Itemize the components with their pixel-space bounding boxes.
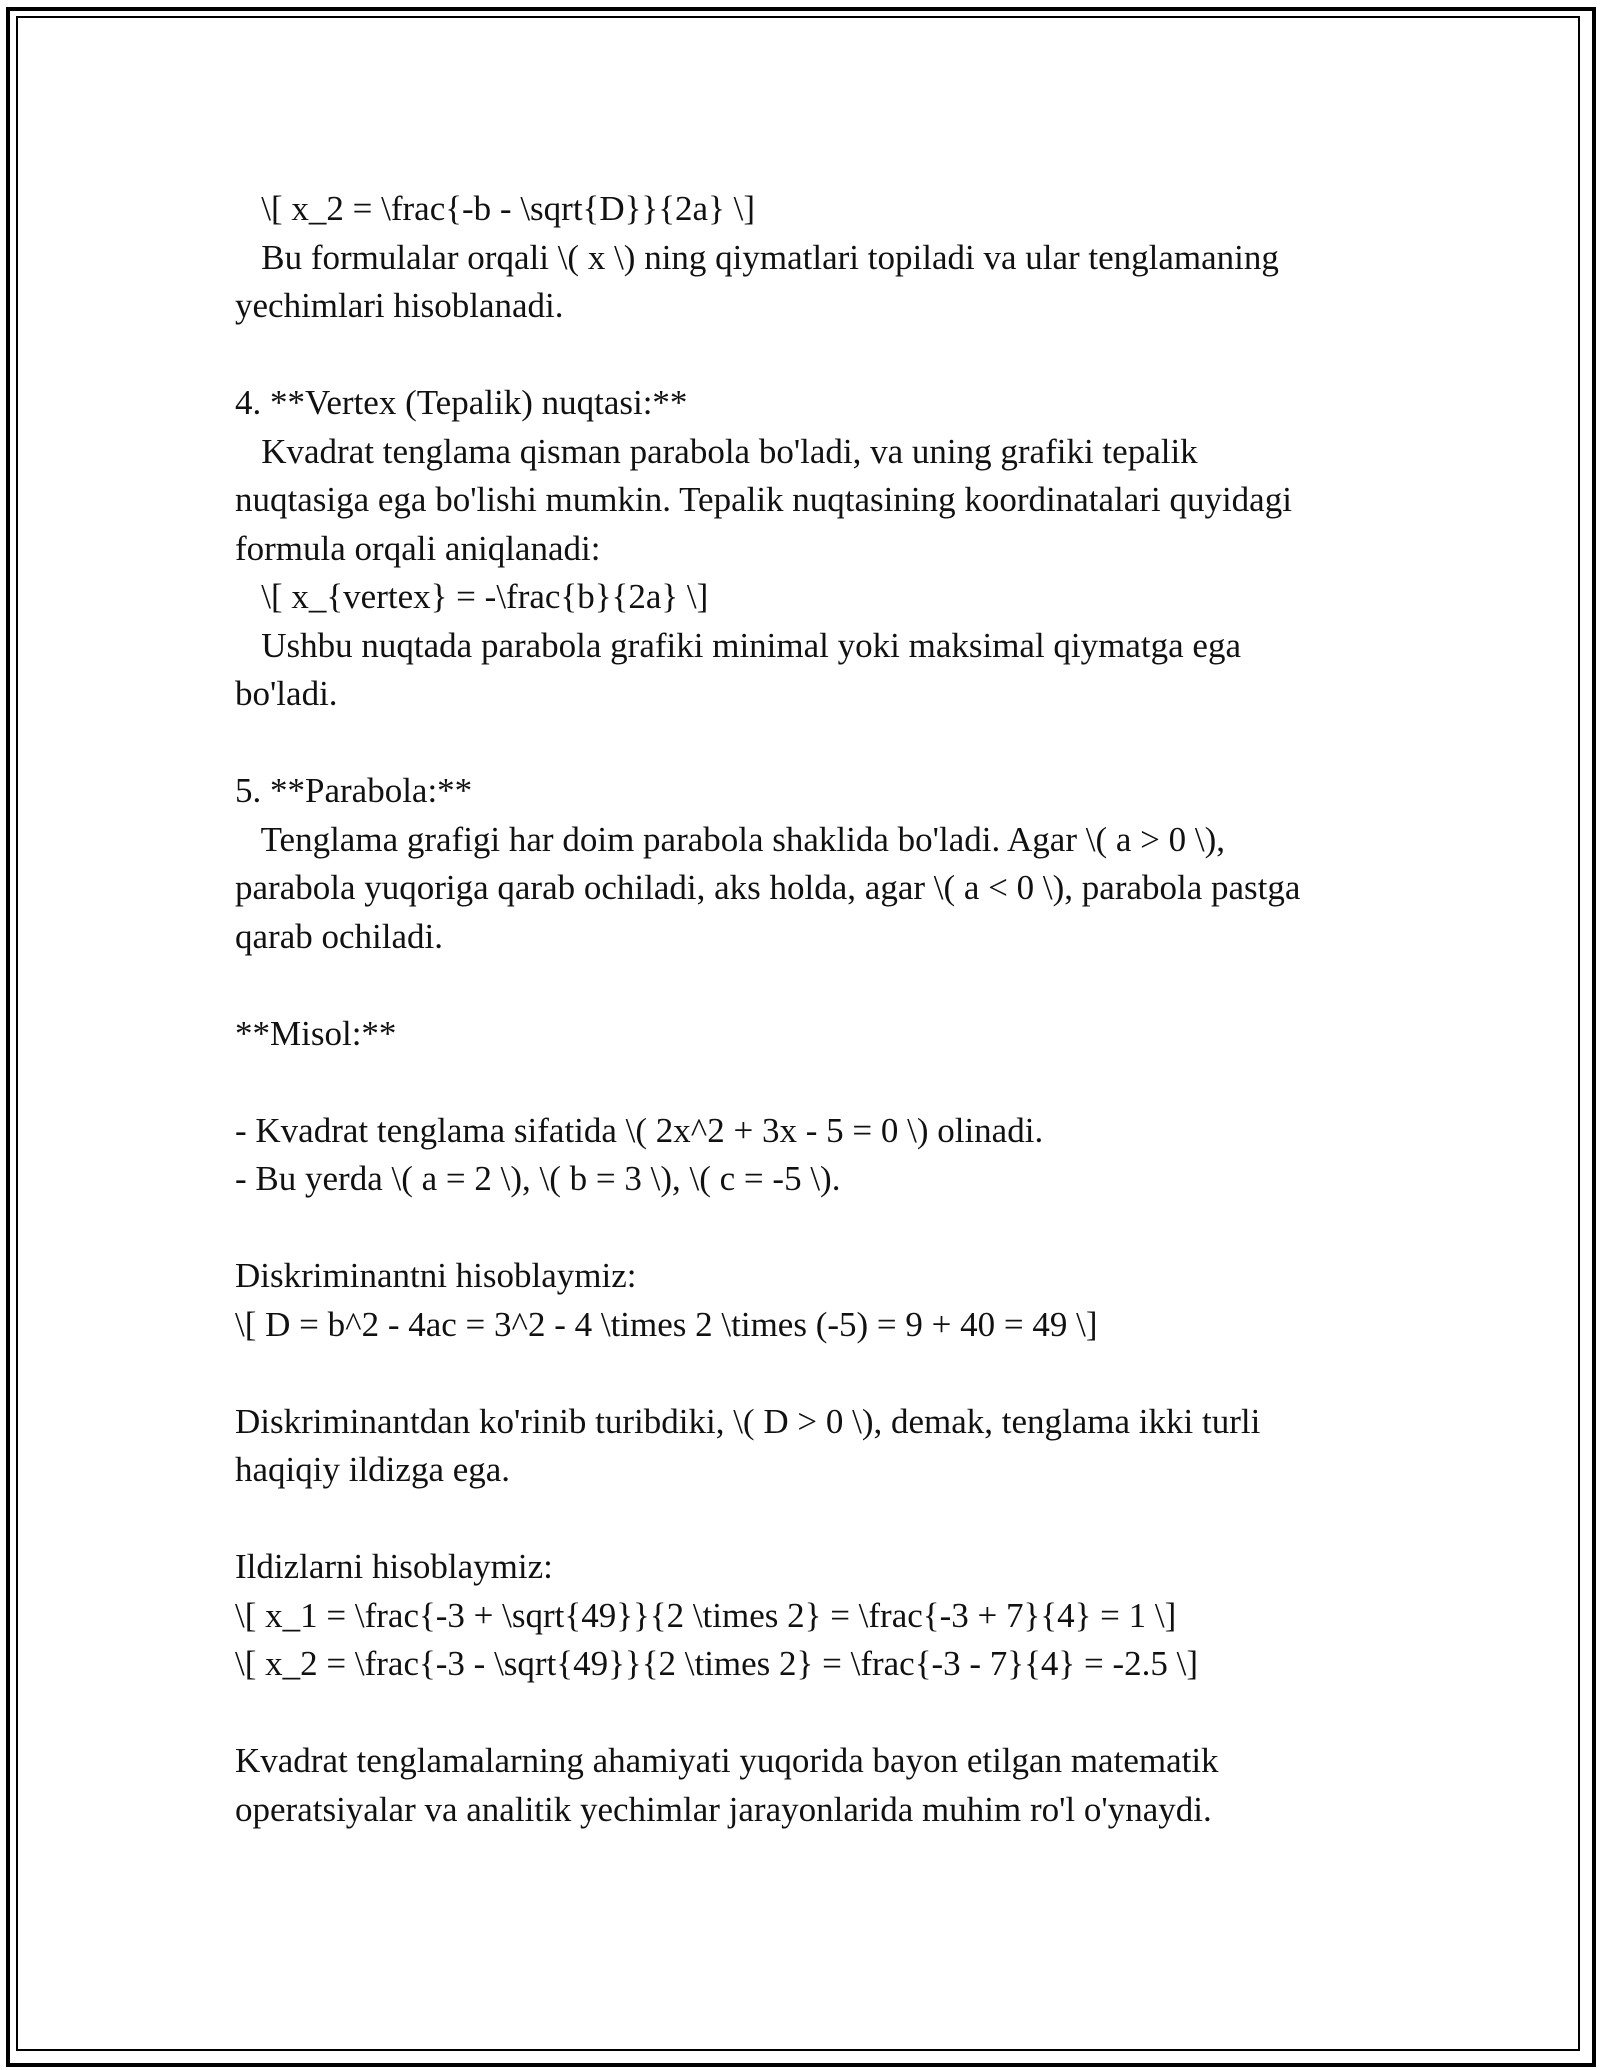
text-line: yechimlari hisoblanadi. xyxy=(235,286,564,325)
blank-line xyxy=(235,331,1375,380)
blank-line xyxy=(235,961,1375,1010)
document-body xyxy=(235,185,1375,1834)
blank-line xyxy=(235,719,1375,768)
blank-line xyxy=(235,1349,1375,1398)
blank-line xyxy=(235,1689,1375,1738)
formula-line: \[ x_2 = \frac{-3 - \sqrt{49}}{2 \times 2} = \frac{-3 - 7}{4} = -2.5 \] xyxy=(235,1644,1198,1683)
example-heading: **Misol:** xyxy=(235,1013,397,1053)
blank-line xyxy=(235,1495,1375,1544)
text-line: qarab ochiladi. xyxy=(235,916,443,956)
text-line: Bu formulalar orqali \( x \) ning qiymatlari topiladi va ular tenglamaning xyxy=(235,237,1279,277)
text-line: bo'ladi. xyxy=(235,674,338,713)
blank-line xyxy=(235,1204,1375,1253)
text-line: Ildizlarni hisoblaymiz: xyxy=(235,1547,553,1586)
text-line: formula orqali aniqlanadi: xyxy=(235,528,601,568)
text-line: haqiqiy ildizga ega. xyxy=(235,1450,511,1489)
formula-line: \[ D = b^2 - 4ac = 3^2 - 4 \times 2 \times (-5) = 9 + 40 = 49 \] xyxy=(235,1304,1098,1344)
text-line: Kvadrat tenglama qisman parabola bo'ladi, va uning grafiki tepalik xyxy=(235,431,1198,471)
text-line: nuqtasiga ega bo'lishi mumkin. Tepalik nuqtasining koordinatalari quyidagi xyxy=(235,480,1292,519)
text-line: Ushbu nuqtada parabola grafiki minimal yoki maksimal qiymatga ega xyxy=(235,625,1241,665)
section-heading-parabola: 5. **Parabola:** xyxy=(235,771,473,810)
blank-line xyxy=(235,1058,1375,1107)
text-line: \[ x_2 = \frac{-b - \sqrt{D}}{2a} \] xyxy=(235,189,755,228)
text-line: Tenglama grafigi har doim parabola shaklida bo'ladi. Agar \( a > 0 \), xyxy=(235,819,1226,859)
formula-line: \[ x_{vertex} = -\frac{b}{2a} \] xyxy=(235,577,709,616)
text-line: Kvadrat tenglamalarning ahamiyati yuqorida bayon etilgan matematik xyxy=(235,1741,1219,1780)
text-line: parabola yuqoriga qarab ochiladi, aks holda, agar \( a < 0 \), parabola pastga xyxy=(235,868,1301,907)
text-line: operatsiyalar va analitik yechimlar jarayonlarida muhim ro'l o'ynaydi. xyxy=(235,1789,1212,1829)
text-line: Diskriminantni hisoblaymiz: xyxy=(235,1256,637,1295)
list-item: - Bu yerda \( a = 2 \), \( b = 3 \), \( c = -5 \). xyxy=(235,1159,841,1198)
text-line: Diskriminantdan ko'rinib turibdiki, \( D > 0 \), demak, tenglama ikki turli xyxy=(235,1401,1261,1441)
formula-line: \[ x_1 = \frac{-3 + \sqrt{49}}{2 \times 2} = \frac{-3 + 7}{4} = 1 \] xyxy=(235,1595,1177,1635)
section-heading-vertex: 4. **Vertex (Tepalik) nuqtasi:** xyxy=(235,383,688,422)
list-item: - Kvadrat tenglama sifatida \( 2x^2 + 3x - 5 = 0 \) olinadi. xyxy=(235,1110,1044,1150)
